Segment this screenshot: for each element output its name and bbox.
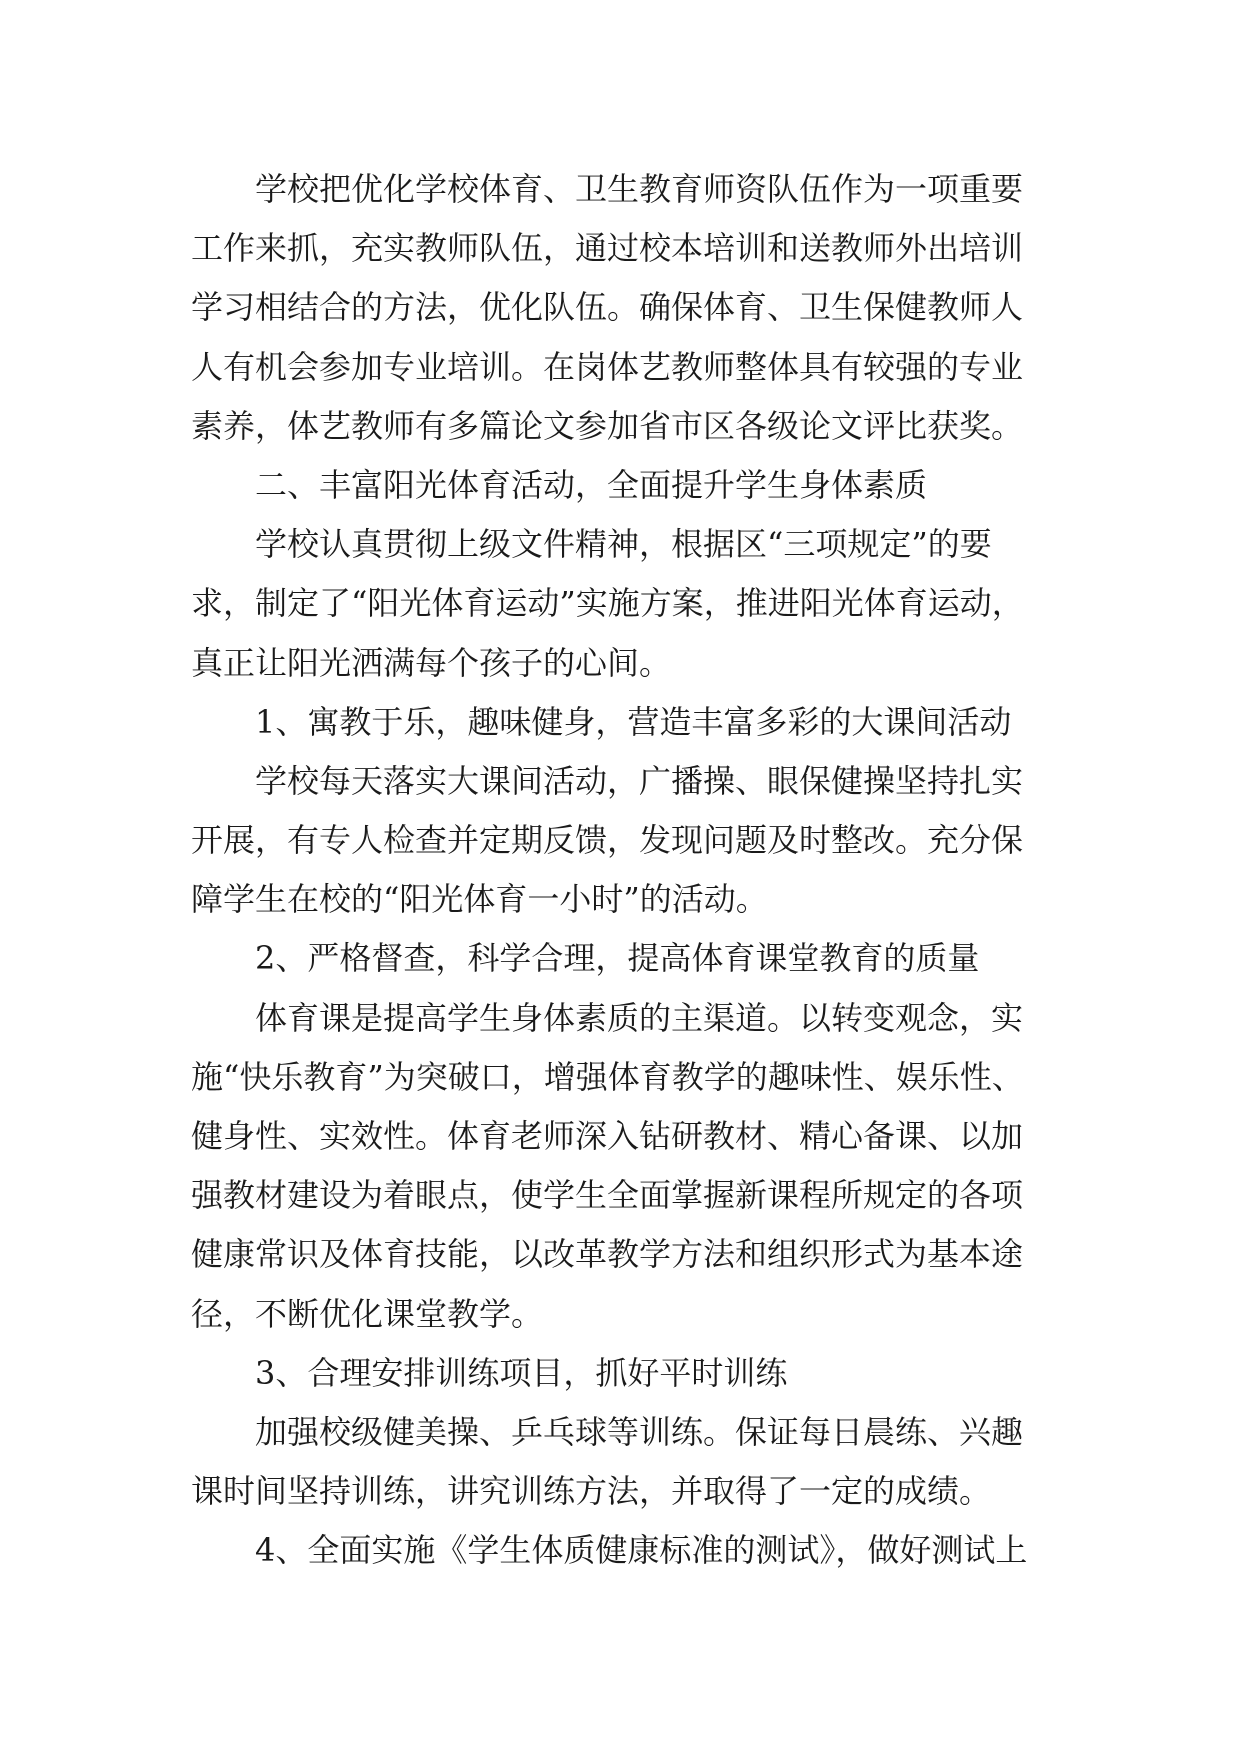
text-line: 健身性、实效性。体育老师深入钻研教材、精心备课、以加 (191, 1117, 1024, 1155)
subsection-heading: 1、寓教于乐，趣味健身，营造丰富多彩的大课间活动 (255, 702, 1012, 741)
text-line: 课时间坚持训练，讲究训练方法，并取得了一定的成绩。 (191, 1472, 992, 1511)
subsection-heading: 4、全面实施《学生体质健康标准的测试》，做好测试上 (255, 1531, 1028, 1570)
text-line: 径，不断优化课堂教学。 (191, 1294, 544, 1333)
text-line: 学习相结合的方法，优化队伍。确保体育、卫生保健教师人 (191, 288, 1024, 327)
text-line: 强教材建设为着眼点，使学生全面掌握新课程所规定的各项 (191, 1176, 1024, 1215)
text-line: 求，制定了“阳光体育运动”实施方案，推进阳光体育运动， (191, 584, 1024, 623)
text-line: 真正让阳光洒满每个孩子的心间。 (191, 643, 672, 682)
text-line: 障学生在校的“阳光体育一小时”的活动。 (191, 880, 768, 919)
text-line: 体育课是提高学生身体素质的主渠道。以转变观念，实 (255, 998, 1024, 1037)
text-line: 学校认真贯彻上级文件精神，根据区“三项规定”的要 (255, 525, 992, 564)
section-heading: 二、丰富阳光体育活动，全面提升学生身体素质 (255, 465, 928, 504)
subsection-heading: 2、严格督查，科学合理，提高体育课堂教育的质量 (255, 939, 980, 978)
text-line: 健康常识及体育技能，以改革教学方法和组织形式为基本途 (191, 1235, 1024, 1274)
text-line: 人有机会参加专业培训。在岗体艺教师整体具有较强的专业 (191, 347, 1024, 386)
text-line: 施“快乐教育”为突破口，增强体育教学的趣味性、娱乐性、 (191, 1057, 1024, 1096)
document-body (191, 160, 1061, 1581)
text-line: 工作来抓，充实教师队伍，通过校本培训和送教师外出培训 (191, 229, 1024, 268)
text-line: 开展，有专人检查并定期反馈，发现问题及时整改。充分保 (191, 821, 1024, 860)
text-line: 学校把优化学校体育、卫生教育师资队伍作为一项重要 (255, 170, 1024, 208)
subsection-heading: 3、合理安排训练项目，抓好平时训练 (255, 1353, 788, 1392)
text-line: 学校每天落实大课间活动，广播操、眼保健操坚持扎实 (255, 761, 1024, 800)
text-line: 素养，体艺教师有多篇论文参加省市区各级论文评比获奖。 (191, 406, 1024, 445)
text-line: 加强校级健美操、乒乓球等训练。保证每日晨练、兴趣 (255, 1412, 1024, 1451)
